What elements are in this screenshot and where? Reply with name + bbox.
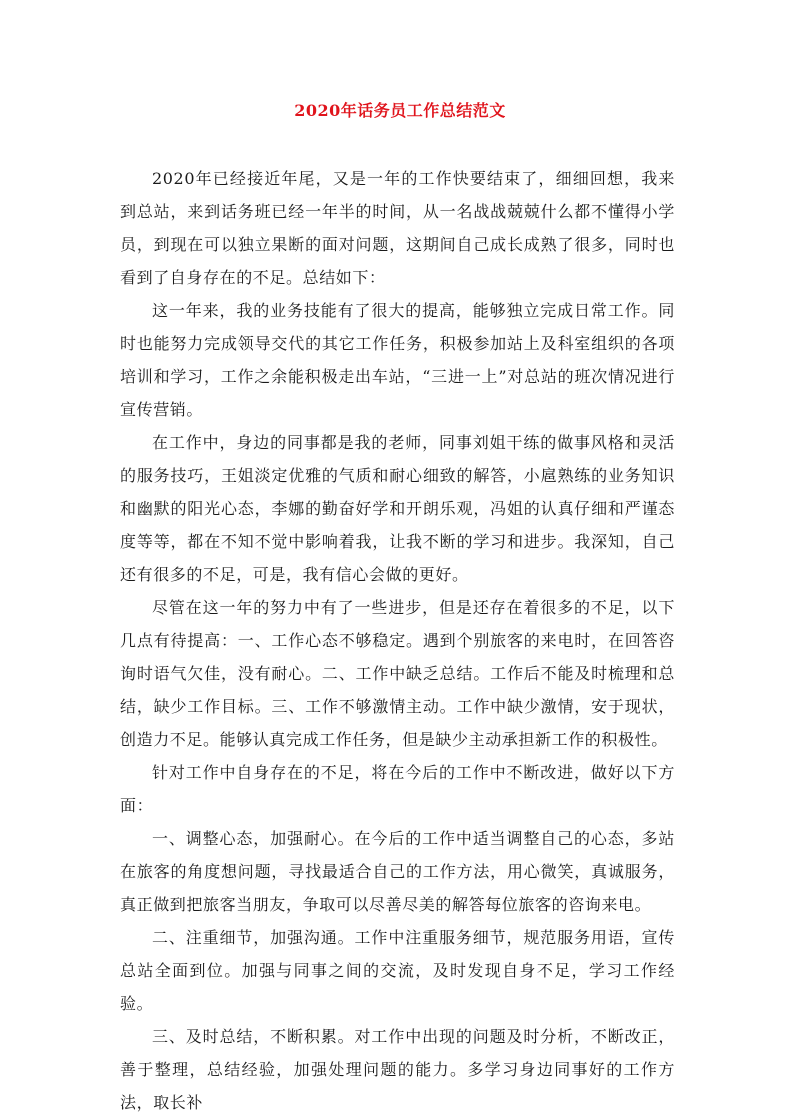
paragraph: 二、注重细节，加强沟通。工作中注重服务细节，规范服务用语，宣传总站全面到位。加强与同事之间的交流，及时发现自身不足，学习工作经验。 bbox=[120, 928, 675, 1013]
paragraph: 2020年已经接近年尾，又是一年的工作快要结束了，细细回想，我来到总站，来到话务班已经一年半的时间，从一名战战兢兢什么都不懂得小学员，到现在可以独立果断的面对问题，这期间自己成长成熟了很多，同时也看到了自身存在的不足。总结如下： bbox=[120, 169, 675, 287]
paragraph: 一、调整心态，加强耐心。在今后的工作中适当调整自己的心态，多站在旅客的角度想问题，寻找最适合自己的工作方法，用心微笑，真诚服务，真正做到把旅客当朋友，争取可以尽善尽美的解答每位旅客的咨询来电。 bbox=[120, 829, 675, 914]
paragraph: 三、及时总结，不断积累。对工作中出现的问题及时分析，不断改正，善于整理，总结经验，加强处理问题的能力。多学习身边同事好的工作方法，取长补 bbox=[120, 1027, 675, 1112]
paragraph: 这一年来，我的业务技能有了很大的提高，能够独立完成日常工作。同时也能努力完成领导交代的其它工作任务，积极参加站上及科室组织的各项培训和学习，工作之余能积极走出车站，“三进一上”对总站的班次情况进行宣传营销。 bbox=[120, 301, 675, 419]
paragraph: 针对工作中自身存在的不足，将在今后的工作中不断改进，做好以下方面： bbox=[120, 763, 675, 815]
document-body bbox=[120, 162, 675, 1119]
paragraph: 在工作中，身边的同事都是我的老师，同事刘姐干练的做事风格和灵活的服务技巧，王姐淡定优雅的气质和耐心细致的解答，小扈熟练的业务知识和幽默的阳光心态，李娜的勤奋好学和开朗乐观，冯姐的认真仔细和严谨态度等等，都在不知不觉中影响着我，让我不断的学习和进步。我深知，自己还有很多的不足，可是，我有信心会做的更好。 bbox=[120, 433, 675, 584]
document-title: 2020年话务员工作总结范文 bbox=[294, 101, 506, 120]
paragraph: 尽管在这一年的努力中有了一些进步，但是还存在着很多的不足，以下几点有待提高：一、工作心态不够稳定。遇到个别旅客的来电时，在回答咨询时语气欠佳，没有耐心。二、工作中缺乏总结。工作后不能及时梳理和总结，缺少工作目标。三、工作不够激情主动。工作中缺少激情，安于现状，创造力不足。能够认真完成工作任务，但是缺少主动承担新工作的积极性。 bbox=[120, 598, 675, 749]
